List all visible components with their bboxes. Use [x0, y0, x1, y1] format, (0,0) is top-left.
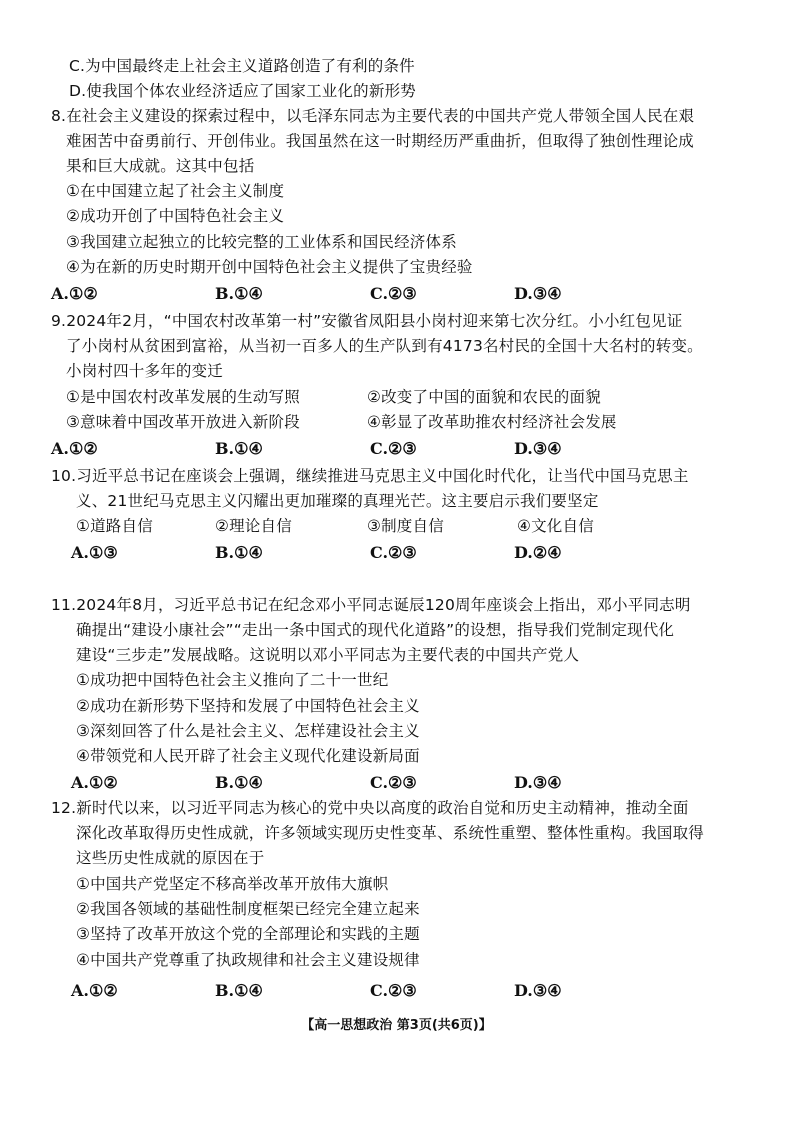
- q10-options: [0, 542, 793, 564]
- q12-statement-4: ④中国共产党尊重了执政规律和社会主义建设规律: [76, 951, 420, 969]
- q11-statement-4: ④带领党和人民开辟了社会主义现代化建设新局面: [76, 747, 420, 765]
- q10-option-a[interactable]: A.①③: [71, 543, 118, 562]
- q11-statement-2: ②成功在新形势下坚持和发展了中国特色社会主义: [76, 697, 420, 715]
- q8-option-c[interactable]: C.②③: [370, 284, 417, 303]
- q8-option-d[interactable]: D.③④: [514, 284, 562, 303]
- q11-option-b[interactable]: B.①④: [215, 773, 263, 792]
- page-footer: 【高一思想政治 第3页(共6页)】: [301, 1018, 492, 1033]
- q12-stem-line-2: 深化改革取得历史性成就，许多领域实现历史性变革、系统性重塑、整体性重构。我国取得: [76, 824, 705, 842]
- q9-option-c[interactable]: C.②③: [370, 439, 417, 458]
- q8-statement-2: ②成功开创了中国特色社会主义: [66, 207, 285, 225]
- q8-stem-line-1: 8.在社会主义建设的探索过程中，以毛泽东同志为主要代表的中国共产党人带领全国人民在艰: [51, 107, 695, 125]
- q8-stem-line-2: 难困苦中奋勇前行、开创伟业。我国虽然在这一时期经历严重曲折，但取得了独创性理论成: [66, 132, 695, 150]
- q8-option-b[interactable]: B.①④: [215, 284, 263, 303]
- q12-stem-line-1: 12.新时代以来，以习近平同志为核心的党中央以高度的政治自觉和历史主动精神，推动全面: [51, 799, 689, 817]
- q12-stem-line-3: 这些历史性成就的原因在于: [76, 849, 265, 867]
- q7-option-d: D.使我国个体农业经济适应了国家工业化的新形势: [69, 82, 416, 100]
- q11-statement-1: ①成功把中国特色社会主义推向了二十一世纪: [76, 671, 389, 689]
- q11-stem-line-2: 确提出“建设小康社会”“走出一条中国式的现代化道路”的设想，指导我们党制定现代化: [76, 621, 675, 639]
- q12-option-b[interactable]: B.①④: [215, 981, 263, 1000]
- q12-option-a[interactable]: A.①②: [71, 981, 118, 1000]
- q10-statement-1: ①道路自信: [76, 517, 153, 535]
- q10-statement-2: ②理论自信: [215, 517, 292, 535]
- q9-option-b[interactable]: B.①④: [215, 439, 263, 458]
- q11-option-a[interactable]: A.①②: [71, 773, 118, 792]
- q8-option-a[interactable]: A.①②: [51, 284, 98, 303]
- q8-statement-1: ①在中国建立起了社会主义制度: [66, 182, 285, 200]
- q9-stem-line-3: 小岗村四十多年的变迁: [66, 362, 224, 380]
- q10-statement-4: ④文化自信: [517, 517, 594, 535]
- q9-stem-line-1: 9.2024年2月，“中国农村改革第一村”安徽省凤阳县小岗村迎来第七次分红。小小红包见证: [51, 312, 683, 330]
- q10-option-c[interactable]: C.②③: [370, 543, 417, 562]
- q12-option-d[interactable]: D.③④: [514, 981, 562, 1000]
- q11-option-d[interactable]: D.③④: [514, 773, 562, 792]
- q10-stem-line-1: 10.习近平总书记在座谈会上强调，继续推进马克思主义中国化时代化，让当代中国马克思主: [51, 467, 689, 485]
- q11-stem-line-3: 建设“三步走”发展战略。这说明以邓小平同志为主要代表的中国共产党人: [76, 646, 580, 664]
- q9-option-d[interactable]: D.③④: [514, 439, 562, 458]
- q12-option-c[interactable]: C.②③: [370, 981, 417, 1000]
- q12-options: [0, 980, 793, 1002]
- q11-stem-line-1: 11.2024年8月，习近平总书记在纪念邓小平同志诞辰120周年座谈会上指出，邓小平同志明: [51, 596, 691, 614]
- q9-options: [0, 438, 793, 460]
- q9-statement-3: ③意味着中国改革开放进入新阶段: [66, 413, 300, 431]
- q12-statement-2: ②我国各领域的基础性制度框架已经完全建立起来: [76, 900, 420, 918]
- q9-statement-2: ②改变了中国的面貌和农民的面貌: [367, 388, 601, 406]
- q10-stem-line-2: 义、21世纪马克思主义闪耀出更加璀璨的真理光芒。这主要启示我们要坚定: [76, 492, 599, 510]
- q9-stem-line-2: 了小岗村从贫困到富裕，从当初一百多人的生产队到有4173名村民的全国十大名村的转变。: [66, 337, 703, 355]
- q11-options: [0, 772, 793, 794]
- q8-statement-4: ④为在新的历史时期开创中国特色社会主义提供了宝贵经验: [66, 258, 473, 276]
- q11-option-c[interactable]: C.②③: [370, 773, 417, 792]
- q8-options: [0, 283, 793, 305]
- q10-statement-3: ③制度自信: [367, 517, 444, 535]
- q9-statement-1: ①是中国农村改革发展的生动写照: [66, 388, 300, 406]
- q8-statement-3: ③我国建立起独立的比较完整的工业体系和国民经济体系: [66, 233, 457, 251]
- q12-statement-1: ①中国共产党坚定不移高举改革开放伟大旗帜: [76, 875, 389, 893]
- q11-statement-3: ③深刻回答了什么是社会主义、怎样建设社会主义: [76, 722, 420, 740]
- q12-statement-3: ③坚持了改革开放这个党的全部理论和实践的主题: [76, 925, 420, 943]
- q8-stem-line-3: 果和巨大成就。这其中包括: [66, 157, 255, 175]
- q9-statement-4: ④彰显了改革助推农村经济社会发展: [367, 413, 617, 431]
- q7-option-c: C.为中国最终走上社会主义道路创造了有利的条件: [69, 57, 415, 75]
- q10-option-d[interactable]: D.②④: [514, 543, 562, 562]
- q9-option-a[interactable]: A.①②: [51, 439, 98, 458]
- q10-option-b[interactable]: B.①④: [215, 543, 263, 562]
